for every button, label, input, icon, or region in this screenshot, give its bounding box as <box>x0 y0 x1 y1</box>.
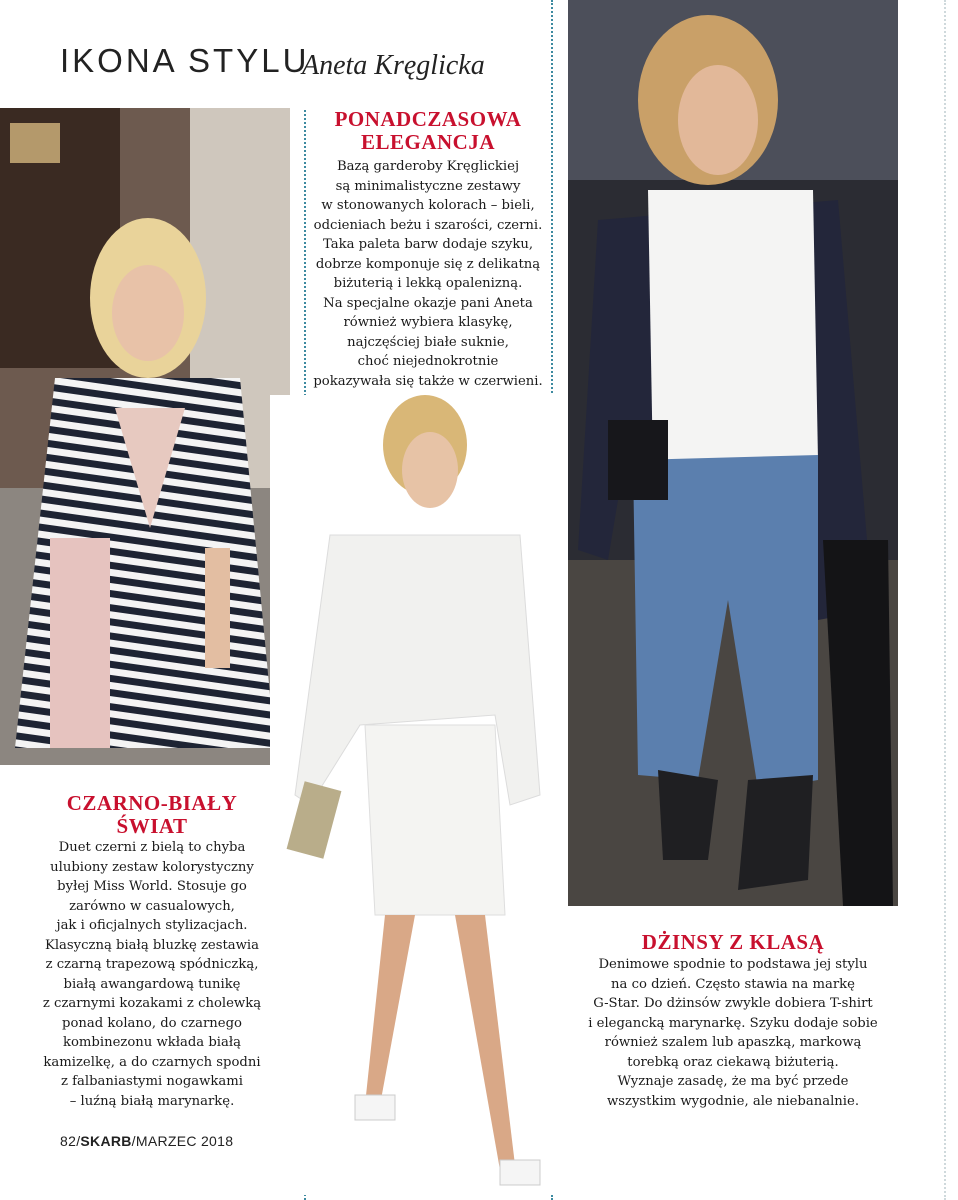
footer-separator: / <box>131 1133 136 1149</box>
issue-date: MARZEC 2018 <box>135 1133 234 1149</box>
text-line: biżuterią i lekką opalenizną. <box>333 276 523 291</box>
text-line: byłej Miss World. Stosuje go <box>57 879 247 894</box>
footer-separator: / <box>76 1133 81 1149</box>
text-line: G-Star. Do dżinsów zwykle dobiera T-shirt <box>593 996 873 1011</box>
text-line: zarówno w casualowych, <box>69 898 235 914</box>
photo-jeans-blazer <box>568 0 898 906</box>
heading-line: DŻINSY Z KLASĄ <box>641 930 825 954</box>
text-line: są minimalistyczne zestawy <box>335 178 521 194</box>
text-line: również wybiera klasykę, <box>343 315 513 330</box>
heading-czarno-bialy-swiat <box>20 792 284 838</box>
text-line: z czarnymi kozakami z cholewką <box>42 996 262 1011</box>
text-line: torebką oraz ciekawą biżuterią. <box>627 1054 839 1070</box>
text-line: kamizelkę, a do czarnych spodni <box>43 1054 261 1070</box>
text-line: ponad kolano, do czarnego <box>62 1015 242 1031</box>
text-line: ulubiony zestaw kolorystyczny <box>50 859 254 875</box>
photo-white-outfit <box>270 395 560 1195</box>
text-line: również szalem lub apaszką, markową <box>604 1035 862 1050</box>
text-line: z falbaniastymi nogawkami <box>60 1074 243 1089</box>
text-line: Klasyczną białą bluzkę zestawia <box>44 937 260 953</box>
magazine-name: SKARB <box>80 1133 132 1149</box>
photo-striped-coat <box>0 108 290 765</box>
text-line: kombinezonu wkłada białą <box>62 1035 242 1050</box>
text-line: Na specjalne okazje pani Aneta <box>323 295 533 311</box>
person-name: Aneta Kręglicka <box>302 50 485 81</box>
heading-line: ŚWIAT <box>116 814 188 838</box>
body-elegancja <box>305 157 551 391</box>
body-dzinsy <box>560 955 906 1111</box>
text-line: odcieniach beżu i szarości, czerni. <box>313 217 543 233</box>
section-title: IKONA STYLU <box>60 42 310 79</box>
page-footer <box>60 1133 233 1149</box>
text-line: białą awangardową tunikę <box>63 976 241 992</box>
text-line: i elegancką marynarkę. Szyku dodaje sobie <box>588 1015 878 1031</box>
page-number: 82 <box>60 1133 77 1149</box>
heading-dzinsy-z-klasa <box>568 931 898 954</box>
heading-line: ELEGANCJA <box>360 130 496 154</box>
heading-line: CZARNO-BIAŁY <box>66 791 238 815</box>
text-line: pokazywała się także w czerwieni. <box>313 373 543 389</box>
text-line: Denimowe spodnie to podstawa jej stylu <box>598 957 868 972</box>
text-line: jak i oficjalnych stylizacjach. <box>56 918 248 933</box>
text-line: dobrze komponuje się z delikatną <box>315 256 541 272</box>
text-line: z czarną trapezową spódniczką, <box>45 957 259 972</box>
text-line: Bazą garderoby Kręglickiej <box>336 159 520 174</box>
text-line: Taka paleta barw dodaje szyku, <box>322 237 534 252</box>
text-line: w stonowanych kolorach – bieli, <box>321 198 535 213</box>
text-line: – luźną białą marynarkę. <box>69 1093 235 1109</box>
text-line: choć niejednokrotnie <box>357 354 499 369</box>
text-line: na co dzień. Często stawia na markę <box>611 976 855 992</box>
text-line: Wyznaje zasadę, że ma być przede <box>617 1074 849 1089</box>
text-line: Duet czerni z bielą to chyba <box>58 840 246 855</box>
page-edge-rule <box>944 0 946 1200</box>
text-line: najczęściej białe suknie, <box>347 334 509 350</box>
heading-line: PONADCZASOWA <box>334 107 522 131</box>
body-czarno-bialy <box>20 838 284 1111</box>
text-line: wszystkim wygodnie, ale niebanalnie. <box>606 1093 860 1109</box>
heading-ponadczasowa-elegancja <box>305 108 551 154</box>
